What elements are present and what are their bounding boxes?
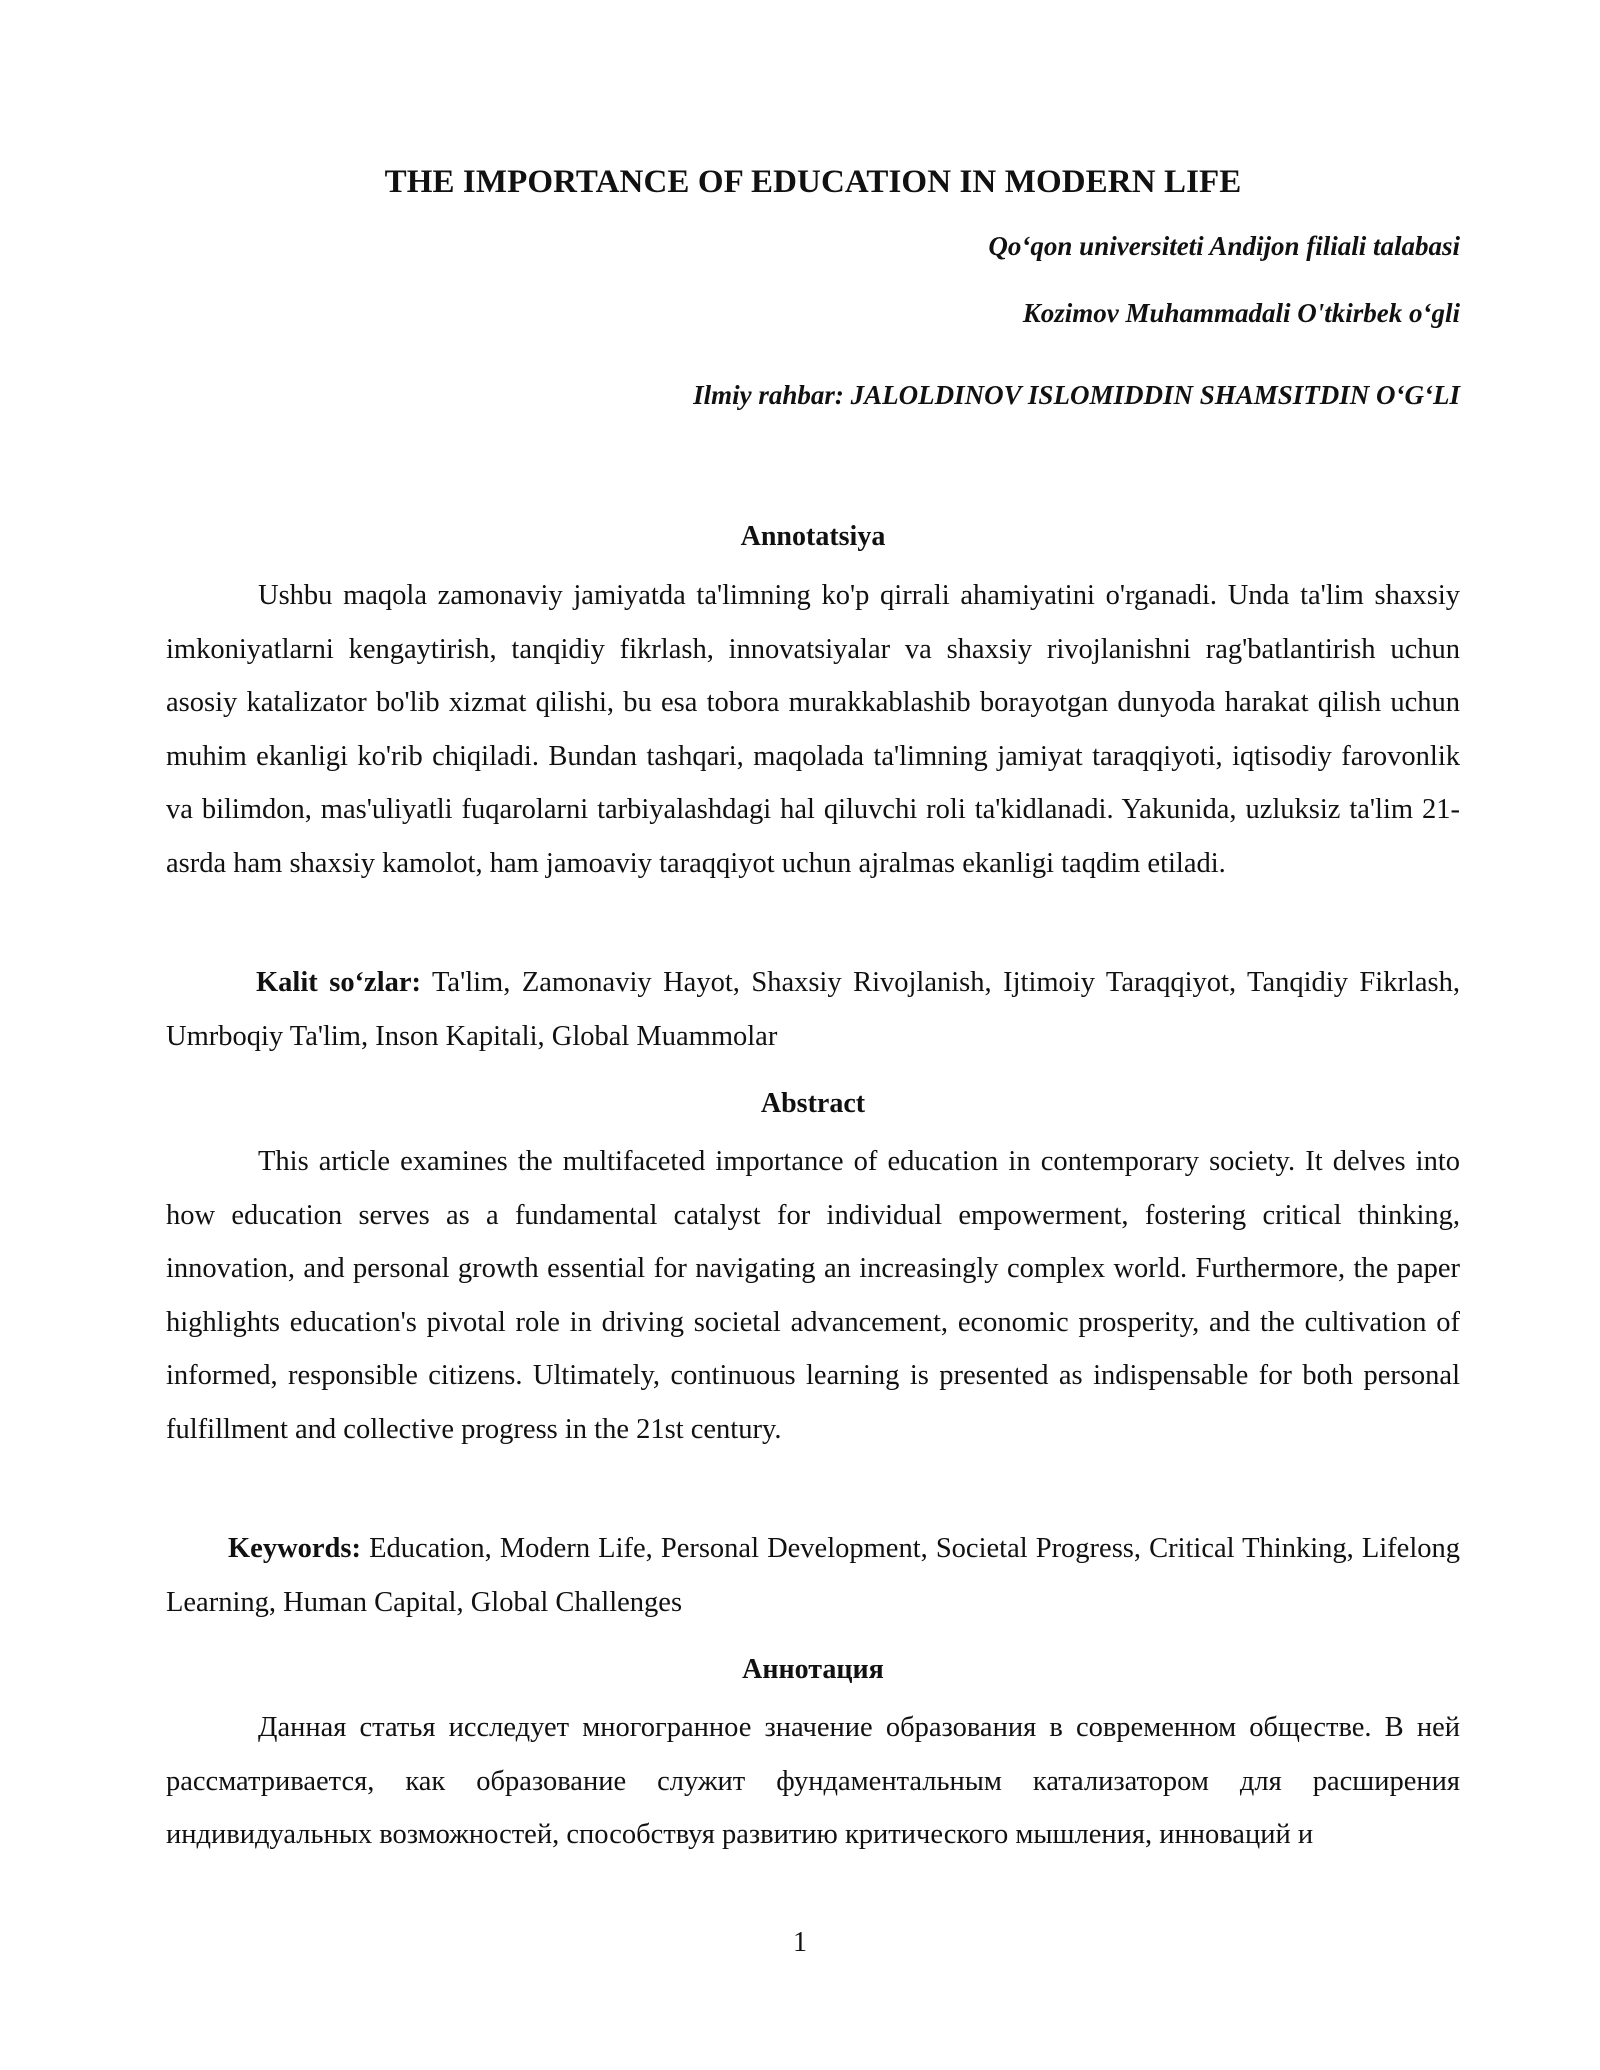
- kalit-sozlar-label: Kalit so‘zlar:: [256, 967, 422, 998]
- annotatsiya-ru-heading: Аннотация: [742, 1654, 884, 1685]
- author-name: Kozimov Muhammadali O'tkirbek o‘gli: [1022, 298, 1460, 328]
- annotatsiya-ru-text: Данная статья исследует многогранное значение образования в современном обществе. В ней рассматривается, как образование служит фундаментальным катализатором для расширения индивидуальных возможностей, способствуя развитию критического мышления, инноваций и: [166, 1712, 1460, 1850]
- kalit-sozlar-list: Ta'lim, Zamonaviy Hayot, Shaxsiy Rivojlanish, Ijtimoiy Taraqqiyot, Tanqidiy Fikrlash, Umrboqiy Ta'lim, Inson Kapitali, Global Muammolar: [166, 967, 1460, 1052]
- keywords-list: Education, Modern Life, Personal Development, Societal Progress, Critical Thinking, Lifelong Learning, Human Capital, Global Challenges: [166, 1533, 1460, 1618]
- annotatsiya-heading: Annotatsiya: [740, 521, 886, 552]
- abstract-text: This article examines the multifaceted importance of education in contemporary society. It delves into how education serves as a fundamental catalyst for individual empowerment, fostering critical thinking, innovation, and personal growth essential for navigating an increasingly complex world. Furthermore, the paper highlights education's pivotal role in driving societal advancement, economic prosperity, and the cultivation of informed, responsible citizens. Ultimately, continuous learning is presented as indispensable for both personal fulfillment and collective progress in the 21st century.: [166, 1146, 1460, 1445]
- keywords-label: Keywords:: [228, 1533, 361, 1564]
- annotatsiya-text: Ushbu maqola zamonaviy jamiyatda ta'limning ko'p qirrali ahamiyatini o'rganadi. Unda ta'lim shaxsiy imkoniyatlarni kengaytirish, tanqidiy fikrlash, innovatsiyalar va shaxsiy rivojlanishni rag'batlantirish uchun asosiy katalizator bo'lib xizmat qilishi, bu esa tobora murakkablashib borayotgan dunyoda harakat qilish uchun muhim ekanligi ko'rib chiqiladi. Bundan tashqari, maqolada ta'limning jamiyat taraqqiyoti, iqtisodiy farovonlik va bilimdon, mas'uliyatli fuqarolarni tarbiyalashdagi hal qiluvchi roli ta'kidlanadi. Yakunida, uzluksiz ta'lim 21-asrda ham shaxsiy kamolot, ham jamoaviy taraqqiyot uchun ajralmas ekanligi taqdim etiladi.: [166, 580, 1460, 879]
- paper-title: THE IMPORTANCE OF EDUCATION IN MODERN LIFE: [384, 164, 1242, 200]
- scientific-advisor: Ilmiy rahbar: JALOLDINOV ISLOMIDDIN SHAMSITDIN O‘G‘LI: [693, 380, 1460, 410]
- kalit-sozlar-paragraph: [166, 956, 1460, 1063]
- keywords-paragraph: [166, 1522, 1460, 1629]
- author-affiliation: Qo‘qon universiteti Andijon filiali talabasi: [988, 231, 1460, 261]
- page-number: 1: [793, 1927, 807, 1958]
- abstract-heading: Abstract: [760, 1088, 866, 1119]
